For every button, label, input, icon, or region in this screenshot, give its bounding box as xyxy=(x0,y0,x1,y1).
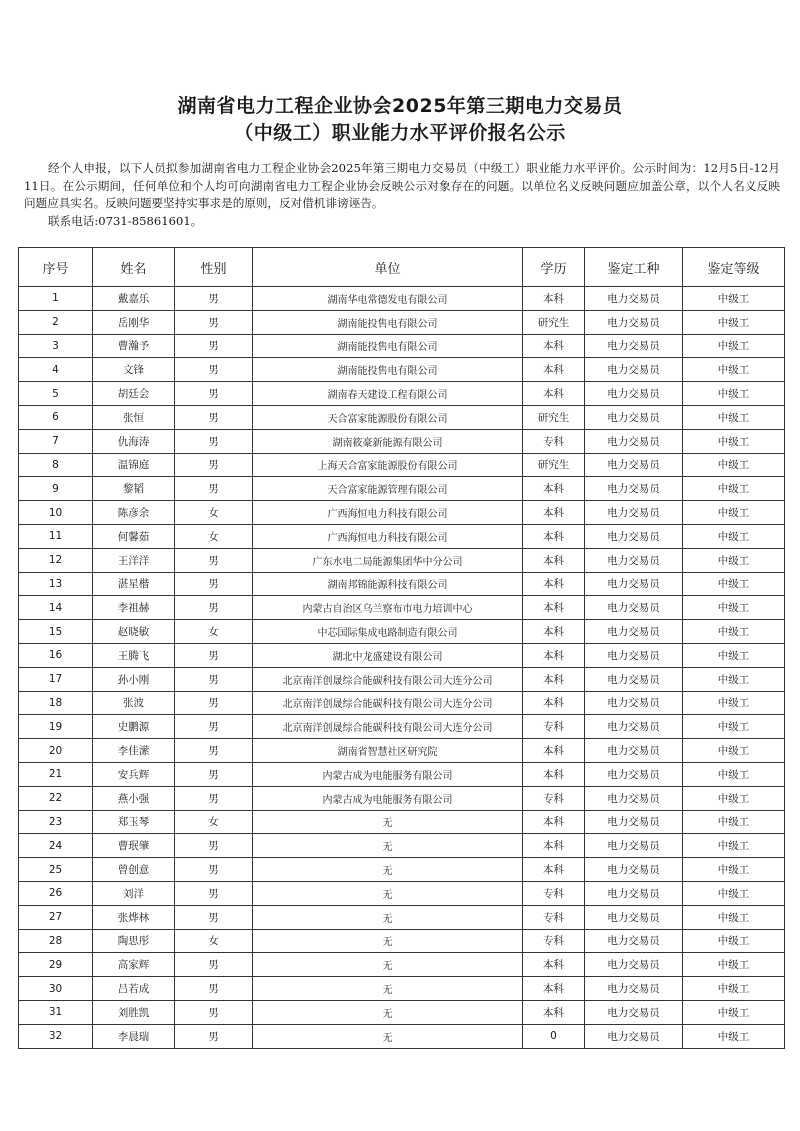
table-row xyxy=(19,334,785,358)
table-row xyxy=(19,501,785,525)
cell-gender: 男 xyxy=(175,1000,253,1024)
cell-education: 专科 xyxy=(523,881,585,905)
cell-name: 仇海涛 xyxy=(93,429,175,453)
cell-gender: 男 xyxy=(175,643,253,667)
cell-job-type: 电力交易员 xyxy=(585,762,683,786)
cell-name: 湛星楷 xyxy=(93,572,175,596)
cell-name: 文锋 xyxy=(93,358,175,382)
cell-name: 李佳潆 xyxy=(93,739,175,763)
cell-index: 18 xyxy=(19,691,93,715)
cell-unit: 无 xyxy=(253,929,523,953)
cell-job-type: 电力交易员 xyxy=(585,643,683,667)
table-row xyxy=(19,524,785,548)
cell-unit: 北京南洋创晟综合能碳科技有限公司大连分公司 xyxy=(253,691,523,715)
cell-job-type: 电力交易员 xyxy=(585,334,683,358)
cell-level: 中级工 xyxy=(683,858,785,882)
cell-index: 13 xyxy=(19,572,93,596)
table-row xyxy=(19,358,785,382)
cell-education: 本科 xyxy=(523,1000,585,1024)
cell-unit: 湖南能投售电有限公司 xyxy=(253,310,523,334)
cell-unit: 天合富家能源股份有限公司 xyxy=(253,405,523,429)
cell-education: 专科 xyxy=(523,429,585,453)
cell-name: 李祖赫 xyxy=(93,596,175,620)
cell-education: 本科 xyxy=(523,524,585,548)
cell-unit: 无 xyxy=(253,881,523,905)
cell-education: 本科 xyxy=(523,620,585,644)
cell-job-type: 电力交易员 xyxy=(585,953,683,977)
cell-level: 中级工 xyxy=(683,548,785,572)
cell-name: 胡廷会 xyxy=(93,382,175,406)
cell-education: 本科 xyxy=(523,334,585,358)
cell-job-type: 电力交易员 xyxy=(585,786,683,810)
table-row xyxy=(19,762,785,786)
cell-unit: 内蒙古成为电能服务有限公司 xyxy=(253,786,523,810)
cell-index: 24 xyxy=(19,834,93,858)
cell-gender: 女 xyxy=(175,620,253,644)
table-row xyxy=(19,620,785,644)
cell-job-type: 电力交易员 xyxy=(585,477,683,501)
cell-job-type: 电力交易员 xyxy=(585,620,683,644)
cell-name: 燕小强 xyxy=(93,786,175,810)
cell-index: 25 xyxy=(19,858,93,882)
cell-gender: 男 xyxy=(175,715,253,739)
registration-table xyxy=(18,247,785,1049)
cell-education: 本科 xyxy=(523,810,585,834)
cell-index: 7 xyxy=(19,429,93,453)
table-row xyxy=(19,1000,785,1024)
cell-level: 中级工 xyxy=(683,1024,785,1048)
cell-level: 中级工 xyxy=(683,334,785,358)
cell-job-type: 电力交易员 xyxy=(585,358,683,382)
cell-job-type: 电力交易员 xyxy=(585,905,683,929)
page-title-line2: （中级工）职业能力水平评价报名公示 xyxy=(234,122,566,144)
cell-education: 专科 xyxy=(523,786,585,810)
cell-name: 张波 xyxy=(93,691,175,715)
cell-gender: 男 xyxy=(175,287,253,311)
cell-name: 史鹏源 xyxy=(93,715,175,739)
cell-unit: 无 xyxy=(253,810,523,834)
cell-education: 研究生 xyxy=(523,310,585,334)
cell-level: 中级工 xyxy=(683,762,785,786)
cell-unit: 无 xyxy=(253,858,523,882)
cell-index: 15 xyxy=(19,620,93,644)
cell-gender: 男 xyxy=(175,905,253,929)
cell-job-type: 电力交易员 xyxy=(585,287,683,311)
cell-job-type: 电力交易员 xyxy=(585,1024,683,1048)
cell-level: 中级工 xyxy=(683,596,785,620)
cell-index: 4 xyxy=(19,358,93,382)
cell-name: 陈彦余 xyxy=(93,501,175,525)
table-row xyxy=(19,667,785,691)
cell-level: 中级工 xyxy=(683,429,785,453)
cell-level: 中级工 xyxy=(683,453,785,477)
header-name: 姓名 xyxy=(93,248,175,287)
cell-unit: 无 xyxy=(253,905,523,929)
cell-job-type: 电力交易员 xyxy=(585,881,683,905)
cell-job-type: 电力交易员 xyxy=(585,548,683,572)
cell-gender: 女 xyxy=(175,929,253,953)
cell-index: 2 xyxy=(19,310,93,334)
cell-index: 21 xyxy=(19,762,93,786)
cell-unit: 湖南春天建设工程有限公司 xyxy=(253,382,523,406)
cell-index: 8 xyxy=(19,453,93,477)
cell-gender: 男 xyxy=(175,786,253,810)
cell-job-type: 电力交易员 xyxy=(585,667,683,691)
cell-education: 专科 xyxy=(523,715,585,739)
cell-education: 本科 xyxy=(523,858,585,882)
cell-education: 专科 xyxy=(523,929,585,953)
cell-name: 黎韬 xyxy=(93,477,175,501)
page-title-line1: 湖南省电力工程企业协会2025年第三期电力交易员 xyxy=(177,95,623,117)
cell-gender: 男 xyxy=(175,739,253,763)
cell-index: 5 xyxy=(19,382,93,406)
table-row xyxy=(19,953,785,977)
cell-level: 中级工 xyxy=(683,667,785,691)
cell-name: 吕若成 xyxy=(93,977,175,1001)
table-row xyxy=(19,453,785,477)
cell-unit: 广东水电二局能源集团华中分公司 xyxy=(253,548,523,572)
cell-level: 中级工 xyxy=(683,881,785,905)
cell-index: 6 xyxy=(19,405,93,429)
cell-unit: 广西海恒电力科技有限公司 xyxy=(253,524,523,548)
cell-index: 32 xyxy=(19,1024,93,1048)
cell-name: 刘胜凯 xyxy=(93,1000,175,1024)
header-gender: 性别 xyxy=(175,248,253,287)
cell-job-type: 电力交易员 xyxy=(585,524,683,548)
cell-job-type: 电力交易员 xyxy=(585,1000,683,1024)
cell-gender: 男 xyxy=(175,334,253,358)
cell-index: 22 xyxy=(19,786,93,810)
table-row xyxy=(19,310,785,334)
cell-education: 本科 xyxy=(523,739,585,763)
cell-name: 孙小刚 xyxy=(93,667,175,691)
cell-gender: 男 xyxy=(175,358,253,382)
cell-name: 曹瀚予 xyxy=(93,334,175,358)
cell-level: 中级工 xyxy=(683,786,785,810)
table-row xyxy=(19,858,785,882)
cell-job-type: 电力交易员 xyxy=(585,382,683,406)
cell-job-type: 电力交易员 xyxy=(585,405,683,429)
cell-level: 中级工 xyxy=(683,905,785,929)
cell-education: 本科 xyxy=(523,477,585,501)
cell-education: 本科 xyxy=(523,977,585,1001)
cell-unit: 北京南洋创晟综合能碳科技有限公司大连分公司 xyxy=(253,667,523,691)
cell-gender: 男 xyxy=(175,405,253,429)
cell-gender: 女 xyxy=(175,501,253,525)
cell-index: 10 xyxy=(19,501,93,525)
cell-name: 陶思彤 xyxy=(93,929,175,953)
cell-level: 中级工 xyxy=(683,739,785,763)
cell-name: 岳刚华 xyxy=(93,310,175,334)
cell-unit: 北京南洋创晟综合能碳科技有限公司大连分公司 xyxy=(253,715,523,739)
contact-phone: 联系电话:0731-85861601。 xyxy=(48,213,203,228)
cell-gender: 男 xyxy=(175,596,253,620)
cell-gender: 男 xyxy=(175,429,253,453)
cell-unit: 湖北中龙盛建设有限公司 xyxy=(253,643,523,667)
cell-gender: 男 xyxy=(175,834,253,858)
cell-level: 中级工 xyxy=(683,382,785,406)
cell-level: 中级工 xyxy=(683,477,785,501)
cell-name: 高家辉 xyxy=(93,953,175,977)
cell-gender: 男 xyxy=(175,548,253,572)
table-body xyxy=(19,287,785,1049)
cell-index: 1 xyxy=(19,287,93,311)
cell-gender: 男 xyxy=(175,382,253,406)
cell-index: 17 xyxy=(19,667,93,691)
cell-education: 本科 xyxy=(523,953,585,977)
cell-education: 研究生 xyxy=(523,405,585,429)
cell-name: 曹珉肇 xyxy=(93,834,175,858)
cell-level: 中级工 xyxy=(683,524,785,548)
cell-education: 本科 xyxy=(523,667,585,691)
table-row xyxy=(19,596,785,620)
cell-index: 20 xyxy=(19,739,93,763)
cell-index: 3 xyxy=(19,334,93,358)
cell-education: 专科 xyxy=(523,905,585,929)
cell-unit: 湖南筱豪新能源有限公司 xyxy=(253,429,523,453)
cell-index: 9 xyxy=(19,477,93,501)
cell-education: 本科 xyxy=(523,358,585,382)
cell-level: 中级工 xyxy=(683,1000,785,1024)
cell-unit: 无 xyxy=(253,953,523,977)
cell-gender: 男 xyxy=(175,1024,253,1048)
cell-name: 王洋洋 xyxy=(93,548,175,572)
table-header-row xyxy=(19,248,785,287)
cell-index: 14 xyxy=(19,596,93,620)
header-index: 序号 xyxy=(19,248,93,287)
cell-level: 中级工 xyxy=(683,287,785,311)
cell-unit: 内蒙古成为电能服务有限公司 xyxy=(253,762,523,786)
cell-gender: 男 xyxy=(175,572,253,596)
cell-index: 29 xyxy=(19,953,93,977)
cell-name: 王腾飞 xyxy=(93,643,175,667)
cell-gender: 男 xyxy=(175,953,253,977)
cell-level: 中级工 xyxy=(683,953,785,977)
cell-gender: 男 xyxy=(175,881,253,905)
cell-education: 本科 xyxy=(523,548,585,572)
cell-index: 12 xyxy=(19,548,93,572)
cell-level: 中级工 xyxy=(683,405,785,429)
table-row xyxy=(19,739,785,763)
cell-unit: 上海天合富家能源股份有限公司 xyxy=(253,453,523,477)
cell-education: 0 xyxy=(523,1024,585,1048)
table-row xyxy=(19,405,785,429)
table-row xyxy=(19,691,785,715)
cell-gender: 男 xyxy=(175,762,253,786)
cell-job-type: 电力交易员 xyxy=(585,691,683,715)
cell-job-type: 电力交易员 xyxy=(585,429,683,453)
cell-index: 23 xyxy=(19,810,93,834)
table-row xyxy=(19,1024,785,1048)
cell-level: 中级工 xyxy=(683,834,785,858)
table-row xyxy=(19,382,785,406)
cell-job-type: 电力交易员 xyxy=(585,810,683,834)
cell-name: 赵晓敏 xyxy=(93,620,175,644)
table-row xyxy=(19,287,785,311)
cell-level: 中级工 xyxy=(683,715,785,739)
cell-education: 本科 xyxy=(523,762,585,786)
table-row xyxy=(19,834,785,858)
cell-education: 本科 xyxy=(523,287,585,311)
cell-level: 中级工 xyxy=(683,929,785,953)
cell-education: 本科 xyxy=(523,501,585,525)
cell-index: 11 xyxy=(19,524,93,548)
cell-index: 27 xyxy=(19,905,93,929)
cell-unit: 湖南邦锦能源科技有限公司 xyxy=(253,572,523,596)
table-row xyxy=(19,929,785,953)
cell-level: 中级工 xyxy=(683,691,785,715)
cell-gender: 男 xyxy=(175,477,253,501)
cell-unit: 中芯国际集成电路制造有限公司 xyxy=(253,620,523,644)
cell-name: 戴嘉乐 xyxy=(93,287,175,311)
header-job-type: 鉴定工种 xyxy=(585,248,683,287)
cell-job-type: 电力交易员 xyxy=(585,715,683,739)
cell-job-type: 电力交易员 xyxy=(585,929,683,953)
cell-level: 中级工 xyxy=(683,310,785,334)
cell-level: 中级工 xyxy=(683,977,785,1001)
cell-education: 本科 xyxy=(523,596,585,620)
header-education: 学历 xyxy=(523,248,585,287)
cell-gender: 男 xyxy=(175,453,253,477)
cell-unit: 无 xyxy=(253,977,523,1001)
cell-index: 19 xyxy=(19,715,93,739)
cell-name: 张烨林 xyxy=(93,905,175,929)
table-row xyxy=(19,977,785,1001)
cell-unit: 天合富家能源管理有限公司 xyxy=(253,477,523,501)
cell-name: 安兵辉 xyxy=(93,762,175,786)
cell-education: 本科 xyxy=(523,834,585,858)
intro-paragraph: 经个人申报，以下人员拟参加湖南省电力工程企业协会2025年第三期电力交易员（中级工）职业能力水平评价。公示时间为：12月5日-12月11日。在公示期间，任何单位和个人均可向湖南省电力工程企业协会反映公示对象存在的问题。以单位名义反映问题应加盖公章，以个人名义反映问题应具实名。反映问题要坚持实事求是的原则，反对借机诽谤诬告。 xyxy=(24,161,780,210)
table-row xyxy=(19,548,785,572)
cell-unit: 无 xyxy=(253,1024,523,1048)
cell-level: 中级工 xyxy=(683,620,785,644)
cell-level: 中级工 xyxy=(683,358,785,382)
cell-job-type: 电力交易员 xyxy=(585,977,683,1001)
cell-unit: 湖南华电常德发电有限公司 xyxy=(253,287,523,311)
cell-name: 何馨茹 xyxy=(93,524,175,548)
cell-name: 曾创意 xyxy=(93,858,175,882)
cell-unit: 无 xyxy=(253,1000,523,1024)
cell-level: 中级工 xyxy=(683,501,785,525)
cell-index: 28 xyxy=(19,929,93,953)
cell-unit: 无 xyxy=(253,834,523,858)
cell-job-type: 电力交易员 xyxy=(585,834,683,858)
cell-job-type: 电力交易员 xyxy=(585,310,683,334)
cell-unit: 内蒙古自治区乌兰察布市电力培训中心 xyxy=(253,596,523,620)
cell-job-type: 电力交易员 xyxy=(585,453,683,477)
cell-unit: 湖南能投售电有限公司 xyxy=(253,334,523,358)
table-row xyxy=(19,643,785,667)
cell-gender: 女 xyxy=(175,810,253,834)
table-row xyxy=(19,786,785,810)
cell-level: 中级工 xyxy=(683,643,785,667)
cell-name: 张恒 xyxy=(93,405,175,429)
cell-name: 刘洋 xyxy=(93,881,175,905)
cell-unit: 湖南能投售电有限公司 xyxy=(253,358,523,382)
cell-education: 本科 xyxy=(523,643,585,667)
cell-job-type: 电力交易员 xyxy=(585,858,683,882)
cell-gender: 男 xyxy=(175,977,253,1001)
intro-text xyxy=(24,160,780,230)
cell-education: 本科 xyxy=(523,382,585,406)
cell-unit: 湖南省智慧社区研究院 xyxy=(253,739,523,763)
cell-name: 郑玉琴 xyxy=(93,810,175,834)
cell-level: 中级工 xyxy=(683,572,785,596)
cell-job-type: 电力交易员 xyxy=(585,501,683,525)
cell-education: 本科 xyxy=(523,691,585,715)
cell-gender: 女 xyxy=(175,524,253,548)
header-unit: 单位 xyxy=(253,248,523,287)
table-row xyxy=(19,429,785,453)
cell-education: 本科 xyxy=(523,572,585,596)
cell-job-type: 电力交易员 xyxy=(585,739,683,763)
cell-name: 李晨瑞 xyxy=(93,1024,175,1048)
cell-education: 研究生 xyxy=(523,453,585,477)
table-row xyxy=(19,881,785,905)
cell-level: 中级工 xyxy=(683,810,785,834)
cell-gender: 男 xyxy=(175,667,253,691)
cell-job-type: 电力交易员 xyxy=(585,596,683,620)
cell-index: 30 xyxy=(19,977,93,1001)
table-row xyxy=(19,715,785,739)
cell-job-type: 电力交易员 xyxy=(585,572,683,596)
cell-unit: 广西海恒电力科技有限公司 xyxy=(253,501,523,525)
table-row xyxy=(19,477,785,501)
cell-gender: 男 xyxy=(175,858,253,882)
header-level: 鉴定等级 xyxy=(683,248,785,287)
cell-index: 16 xyxy=(19,643,93,667)
table-row xyxy=(19,810,785,834)
table-row xyxy=(19,905,785,929)
cell-index: 31 xyxy=(19,1000,93,1024)
cell-index: 26 xyxy=(19,881,93,905)
cell-gender: 男 xyxy=(175,310,253,334)
cell-name: 温锦庭 xyxy=(93,453,175,477)
table-row xyxy=(19,572,785,596)
cell-gender: 男 xyxy=(175,691,253,715)
